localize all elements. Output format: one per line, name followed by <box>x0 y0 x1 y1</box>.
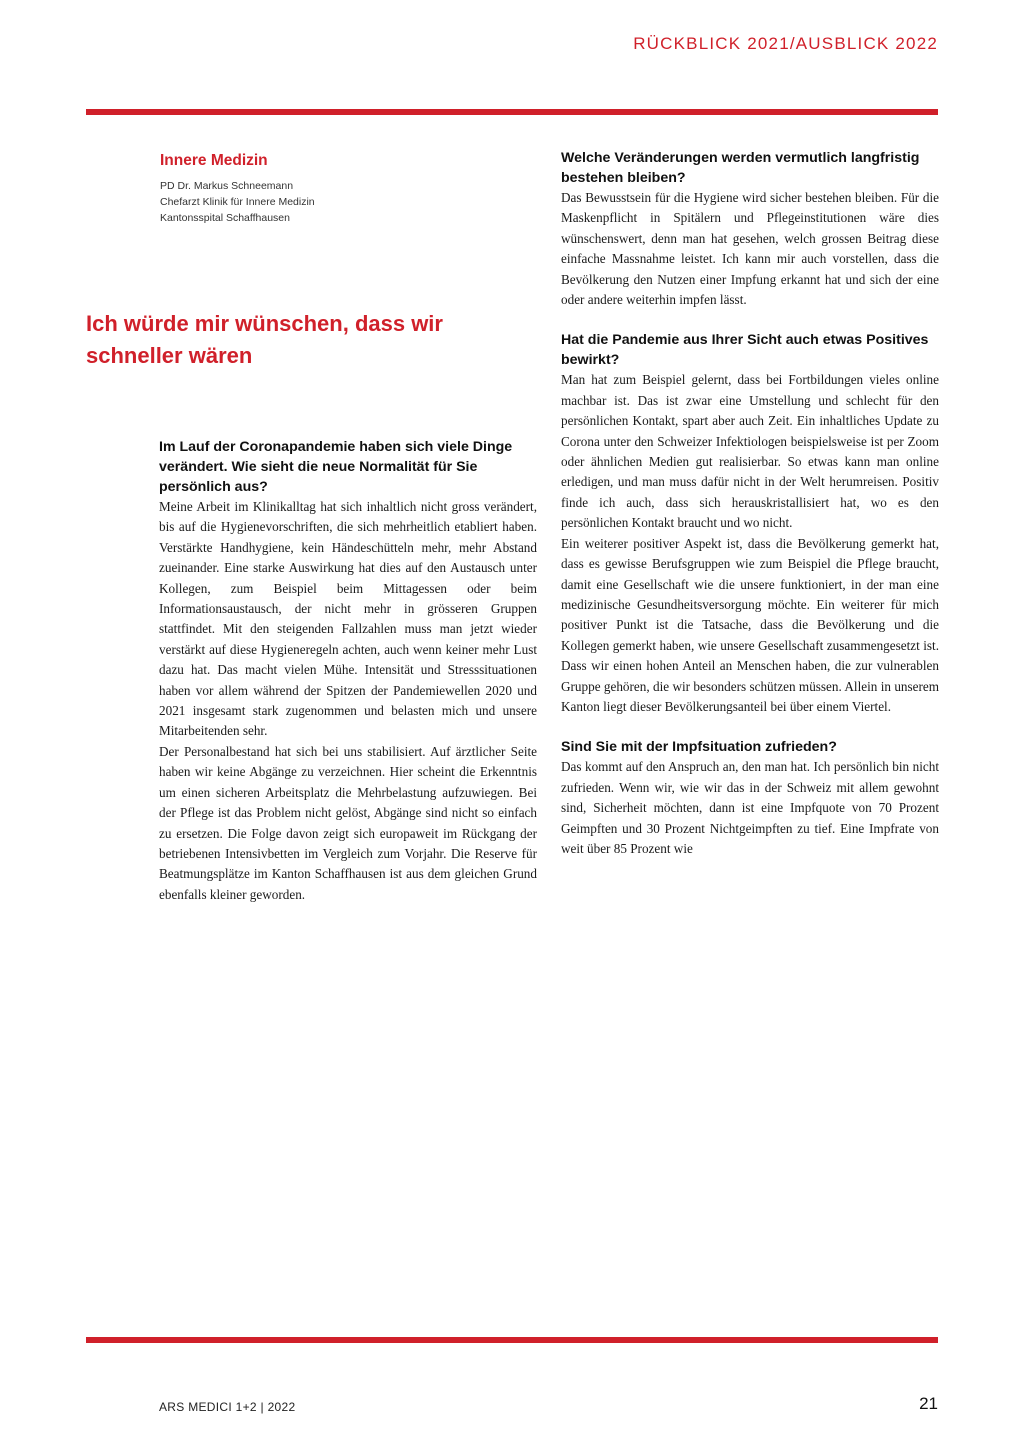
question-heading: Hat die Pandemie aus Ihrer Sicht auch etwas Positives bewirkt? <box>561 332 929 369</box>
answer-paragraph: Ein weiterer positiver Aspekt ist, dass die Bevölkerung gemerkt hat, dass es gewisse Berufsgruppen wie zum Beispiel die Pflege braucht, damit eine Gesellschaft wie die unsere funktioniert, in der man eine medizinische Gesundheitsversorgung möchte. Ein weiterer für mich positiver Punkt ist die Tatsache, dass die Bevölkerung und die Kollegen gemerkt haben, wie unsere Gesellschaft zusammengesetzt ist. Dass wir einen hohen Anteil an Menschen haben, die zur vulnerablen Gruppe gehören, die wir besonders schützen müssen. Allein in unserem Kanton liegt dieser Bevölkerungsanteil bei über einem Viertel. <box>561 535 939 714</box>
page-number: 21 <box>919 1394 938 1413</box>
author-name: PD Dr. Markus Schneemann <box>160 180 294 192</box>
author-position: Chefarzt Klinik für Innere Medizin <box>160 196 315 208</box>
question-heading: Im Lauf der Coronapandemie haben sich viele Dinge verändert. Wie sieht die neue Normalität für Sie persönlich aus? <box>159 439 513 495</box>
headline-line-2: schneller wären <box>86 343 253 368</box>
answer-paragraph: Das Bewusstsein für die Hygiene wird sicher bestehen bleiben. Für die Maskenpflicht in Spitälern und Pflegeinstitutionen wäre dies wünschenswert, denn man hat gesehen, welch grossen Beitrag diese einfache Massnahme leistet. Ich kann mir auch vorstellen, dass die Bevölkerung den Nutzen einer Impfung erkannt hat und sich der eine oder andere weiterhin impfen lässt. <box>561 190 939 308</box>
headline-line-1: Ich würde mir wünschen, dass wir <box>86 311 443 336</box>
answer-paragraph: Der Personalbestand hat sich bei uns stabilisiert. Auf ärztlicher Seite haben wir keine Abgänge zu verzeichnen. Hier scheint die Erkenntnis um einen sicheren Arbeitsplatz die Mehrbelastung aufzuwiegen. Bei der Pflege ist das Problem nicht gelöst, Abgänge sind nicht so einfach zu ersetzen. Die Folge davon zeigt sich europaweit im Rückgang der betriebenen Intensivbetten im Vergleich zum Vorjahr. Die Reserve für Beatmungsplätze im Kanton Schaffhausen ist aus dem gleichen Grund ebenfalls kleiner geworden. <box>159 743 537 902</box>
answer-paragraph: Meine Arbeit im Klinikalltag hat sich inhaltlich nicht gross verändert, bis auf die Hygienevorschriften, die sich mehrheitlich etabliert haben. Verstärkte Handhygiene, kein Händeschütteln mehr, mehr Abstand zueinander. Eine starke Auswirkung hat dies auf den Austausch unter Kollegen, zum Beispiel beim Mittagessen oder beim Informationsaustausch, der nicht mehr in grösseren Gruppen stattfindet. Mit den steigenden Fallzahlen muss man jetzt wieder verstärkt auf diese Hygieneregeln achten, auch wenn keiner mehr Lust dazu hat. Das macht vielen Mühe. Intensität und Stresssituationen haben vor allem während der Spitzen der Pandemiewellen 2020 und 2021 insgesamt stark zugenommen und belasten mich und unsere Mitarbeitenden sehr. <box>159 499 537 739</box>
right-column <box>561 148 939 859</box>
left-column <box>159 437 537 905</box>
bottom-divider <box>86 1337 938 1343</box>
author-institution: Kantonsspital Schaffhausen <box>160 212 290 224</box>
publication-info: ARS MEDICI 1+2 | 2022 <box>159 1400 296 1414</box>
section-label: RÜCKBLICK 2021/AUSBLICK 2022 <box>633 34 938 53</box>
author-info <box>160 178 315 226</box>
answer-paragraph: Das kommt auf den Anspruch an, den man hat. Ich persönlich bin nicht zufrieden. Wenn wir, wie wir das in der Schweiz mit allem gewohnt sind, Sicherheit möchten, dann ist eine Impfquote von 70 Prozent Geimpften und 30 Prozent Nichtgeimpften zu tief. Eine Impfrate von weit über 85 Prozent wie <box>561 759 939 856</box>
article-headline <box>86 308 506 372</box>
top-divider <box>86 109 938 115</box>
question-heading: Sind Sie mit der Impfsituation zufrieden? <box>561 739 837 756</box>
question-heading: Welche Veränderungen werden vermutlich langfristig bestehen bleiben? <box>561 150 920 186</box>
answer-paragraph: Man hat zum Beispiel gelernt, dass bei Fortbildungen vieles online machbar ist. Das ist zwar eine Umstellung und schlecht für den persönlichen Kontakt, spart aber auch Zeit. Ein inhaltliches Update zu Corona unter den Schweizer Infektiologen beispielsweise ist per Zoom oder ähnlichen Medien gut realisierbar. So etwas kann man online erledigen, und man muss dafür nicht in der Welt herumreisen. Positiv finde ich auch, dass sich herauskristallisiert hat, wo es den persönlichen Kontakt braucht und wo nicht. <box>561 372 939 531</box>
department-title: Innere Medizin <box>160 152 268 169</box>
